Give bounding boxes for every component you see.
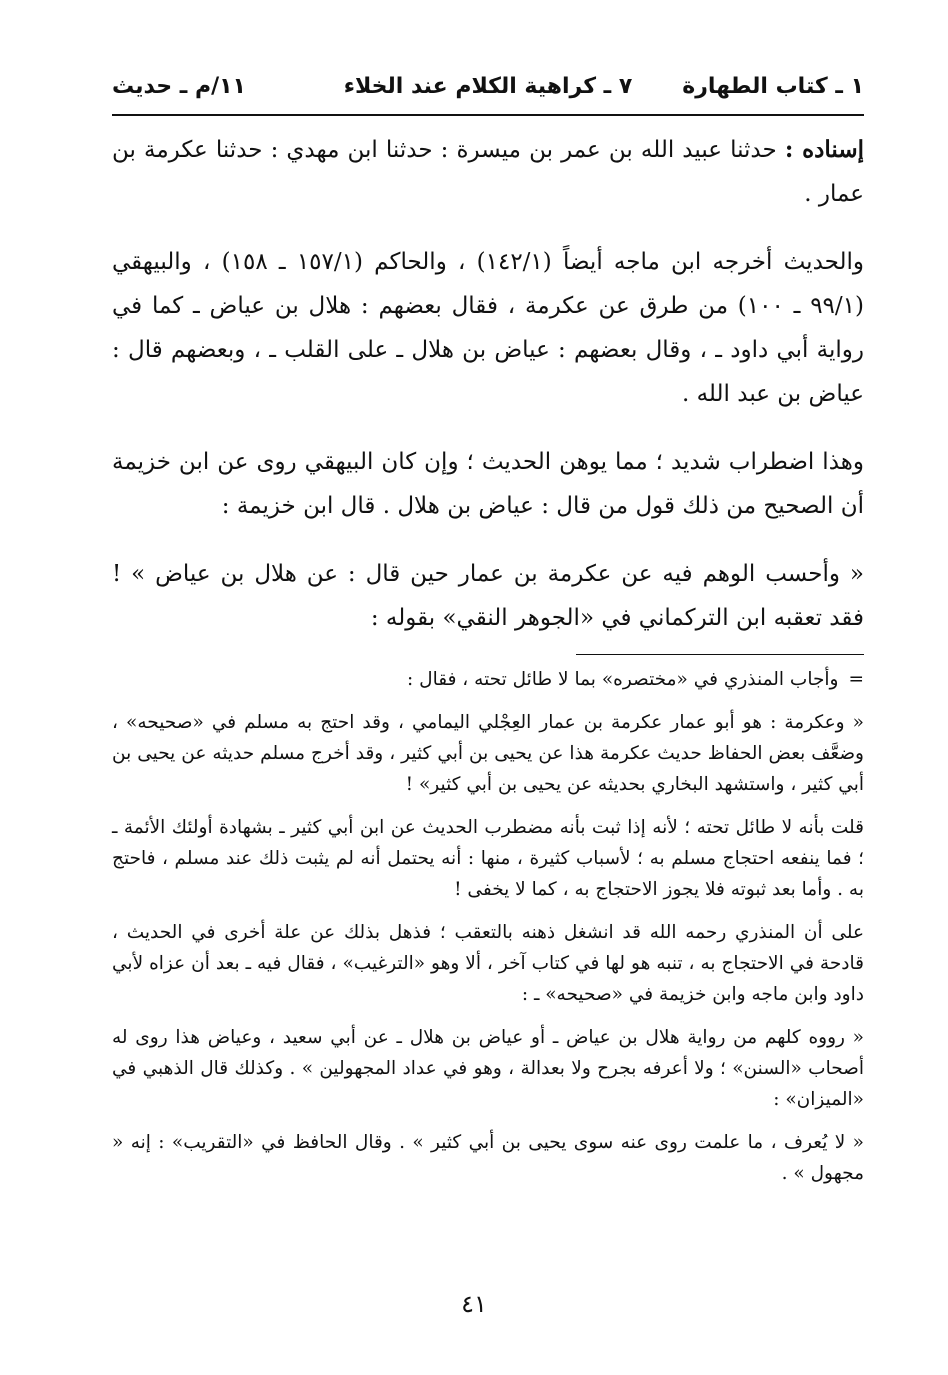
running-header xyxy=(112,70,864,110)
paragraph-ibn-khuzaymah: « وأحسب الوهم فيه عن عكرمة بن عمار حين قال : عن هلال بن عياض » ! فقد تعقبه ابن التركماني في «الجوهر النقي» بقوله : xyxy=(112,561,864,631)
header-hadith-ref: ١١/م ـ حديث xyxy=(112,74,246,99)
continuation-marker: = xyxy=(848,669,864,690)
footnotes xyxy=(112,664,864,1201)
paragraph-isnad xyxy=(112,128,864,216)
footnote-paragraph: « وعكرمة : هو أبو عمار عكرمة بن عمار العِجْلي اليمامي ، وقد احتج به مسلم في «صحيحه» ، وضعَّف بعض الحفاظ حديث عكرمة هذا عن يحيى بن أبي كثير ، وقد أخرج مسلم حديثه عن يحيى بن أبي كثير ، واستشهد البخاري بحديثه عن يحيى بن أبي كثير» ! xyxy=(112,712,864,795)
header-divider xyxy=(112,114,864,116)
footnote-paragraph: « لا يُعرف ، ما علمت روى عنه سوى يحيى بن أبي كثير » . وقال الحافظ في «التقريب» : إنه « مجهول » . xyxy=(112,1132,864,1184)
footnote-paragraph: على أن المنذري رحمه الله قد انشغل ذهنه بالتعقب ؛ فذهل بذلك عن علة أخرى في الحديث ، قادحة في الاحتجاج به ، تنبه هو لها في كتاب آخر ، ألا وهو «الترغيب» ، فقال فيه ـ بعد أن عزاه لأبي داود وابن ماجه وابن خزيمة في «صحيحه» ـ : xyxy=(112,922,864,1005)
main-text xyxy=(112,128,864,664)
header-chapter-title: ٧ ـ كراهية الكلام عند الخلاء xyxy=(343,74,633,99)
isnad-text: حدثنا عبيد الله بن عمر بن ميسرة : حدثنا ابن مهدي : حدثنا عكرمة بن عمار . xyxy=(112,137,864,207)
footnote-paragraph: « رووه كلهم من رواية هلال بن عياض ـ أو عياض بن هلال ـ عن أبي سعيد ، وعياض هذا روى له أصحاب «السنن» ؛ ولا أعرفه بجرح ولا بعدالة ، وهو في عداد المجهولين » . وكذلك قال الذهبي في «الميزان» : xyxy=(112,1027,865,1110)
footnote-paragraph xyxy=(112,664,864,695)
footnote-paragraph: قلت بأنه لا طائل تحته ؛ لأنه إذا ثبت بأنه مضطرب الحديث عن ابن أبي كثير ـ بشهادة أولئك الأئمة ـ ؛ فما ينفعه احتجاج مسلم به ؛ لأسباب كثيرة ، منها : أنه يحتمل أنه لم يثبت ذلك عند مسلم ، فاحتج به . وأما بعد ثبوته فلا يجوز الاحتجاج به ، كما لا يخفى ! xyxy=(112,817,864,900)
footnote-text: وأجاب المنذري في «مختصره» بما لا طائل تحته ، فقال : xyxy=(407,669,839,690)
page-number: ٤١ xyxy=(461,1290,487,1318)
header-book-title: ١ ـ كتاب الطهارة xyxy=(682,74,864,99)
paragraph-idtirab: وهذا اضطراب شديد ؛ مما يوهن الحديث ؛ وإن كان البيهقي روى عن ابن خزيمة أن الصحيح من ذلك قول من قال : عياض بن هلال . قال ابن خزيمة : xyxy=(112,449,864,519)
paragraph-takhrij: والحديث أخرجه ابن ماجه أيضاً (١٤٢/١) ، والحاكم (١٥٧/١ ـ ١٥٨) ، والبيهقي (٩٩/١ ـ ١٠٠) من طرق عن عكرمة ، فقال بعضهم : هلال بن عياض ـ كما في رواية أبي داود ـ ، وقال بعضهم : عياض بن هلال ـ على القلب ـ ، وبعضهم قال : عياض بن عبد الله . xyxy=(112,249,864,407)
isnad-label: إسناده : xyxy=(784,136,864,163)
footnote-divider xyxy=(576,654,864,655)
